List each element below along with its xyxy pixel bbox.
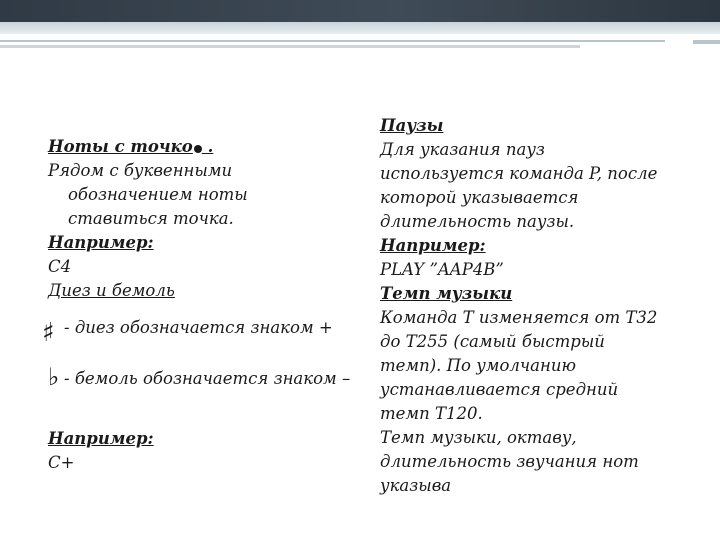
body-line: длительность паузы. bbox=[380, 212, 575, 231]
example-value: PLAY ”AAP4B” bbox=[380, 260, 504, 279]
example2-label: Например: bbox=[48, 429, 154, 448]
header-rule bbox=[0, 40, 665, 42]
flat-icon: ♭ bbox=[48, 363, 60, 391]
right-text-column bbox=[380, 114, 710, 498]
sharp-icon: ♯ bbox=[42, 318, 55, 348]
body-line: Для указания пауз bbox=[380, 140, 545, 159]
example-label: Например: bbox=[48, 233, 154, 252]
pauses-heading: Паузы bbox=[380, 116, 444, 135]
body-line: темп T120. bbox=[380, 404, 483, 423]
body-line: длительность звучания нот bbox=[380, 452, 639, 471]
body-line: ставиться точка. bbox=[68, 209, 234, 228]
heading-tail: . bbox=[207, 137, 214, 156]
body-line: обозначением ноты bbox=[68, 185, 248, 204]
example-label: Например: bbox=[380, 236, 486, 255]
title-bar-stripe bbox=[0, 22, 720, 34]
body-line: указыва bbox=[380, 476, 452, 495]
example-value: C4 bbox=[48, 257, 72, 276]
dotted-notes-heading bbox=[48, 135, 353, 159]
body-line: Рядом с буквенными bbox=[48, 161, 233, 180]
flat-description bbox=[64, 367, 350, 391]
left-text-column bbox=[48, 135, 353, 303]
body-line: Темп музыки, октаву, bbox=[380, 428, 577, 447]
sharp-flat-title: Диез и бемоль bbox=[48, 281, 175, 300]
header-rule-secondary bbox=[0, 45, 580, 48]
body-line: которой указывается bbox=[380, 188, 579, 207]
body-line: до T255 (самый быстрый bbox=[380, 332, 605, 351]
dot-icon bbox=[194, 145, 202, 153]
sharp-description bbox=[64, 316, 333, 340]
heading-text: Ноты с точко bbox=[48, 137, 193, 156]
body-line: Команда Т изменяется от T32 bbox=[380, 308, 658, 327]
sharp-text: - диез обозначается знаком + bbox=[64, 318, 333, 337]
flat-text: - бемоль обозначается знаком – bbox=[64, 369, 351, 388]
second-example bbox=[48, 427, 154, 475]
header-rule-short bbox=[693, 40, 720, 44]
body-line: устанавливается средний bbox=[380, 380, 619, 399]
body-line: темп). По умолчанию bbox=[380, 356, 577, 375]
body-line: используется команда P, после bbox=[380, 164, 658, 183]
example2-value: C+ bbox=[48, 453, 75, 472]
tempo-heading: Темп музыки bbox=[380, 284, 513, 303]
title-bar-decoration bbox=[0, 0, 720, 22]
